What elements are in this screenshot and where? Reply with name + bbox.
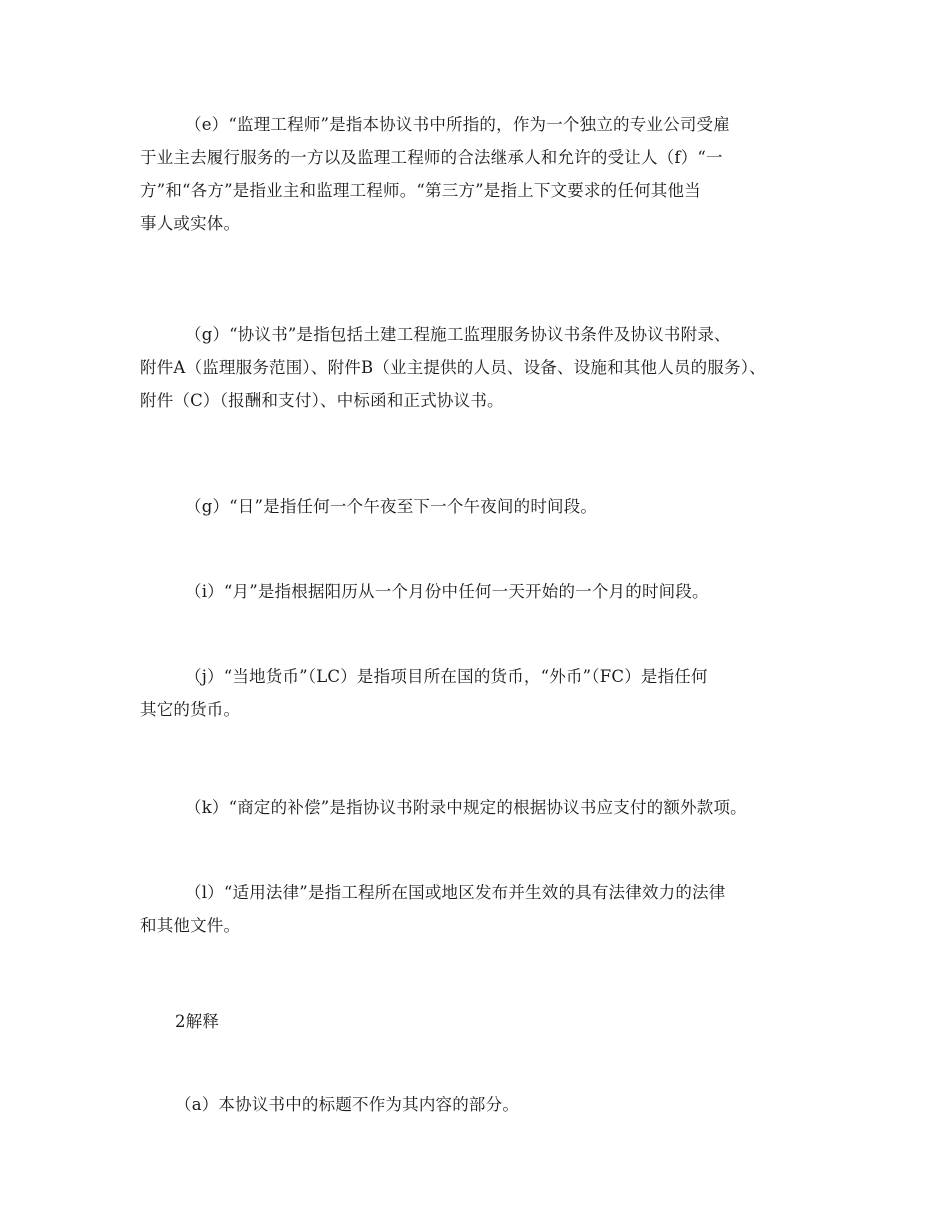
paragraph-compensation bbox=[140, 791, 820, 824]
text-line: （i）“月”是指根据阳历从一个月份中任何一天开始的一个月的时间段。 bbox=[185, 582, 709, 601]
text-line: （g）“日”是指任何一个午夜至下一个午夜间的时间段。 bbox=[185, 497, 598, 516]
paragraph-day bbox=[140, 490, 820, 523]
text-line: 于业主去履行服务的一方以及监理工程师的合法继承人和允许的受让人（f）“一 bbox=[140, 148, 723, 167]
text-line: 其它的货币。 bbox=[140, 700, 241, 719]
text-line: 附件A（监理服务范围）、附件B（业主提供的人员、设备、设施和其他人员的服务）、 bbox=[140, 358, 766, 377]
paragraph-agreement bbox=[140, 318, 820, 417]
text-line: （e）“监理工程师”是指本协议书中所指的，作为一个独立的专业公司受雇 bbox=[185, 115, 730, 134]
text-line: 和其他文件。 bbox=[140, 916, 241, 935]
text-line: 附件（C）（报酬和支付）、中标函和正式协议书。 bbox=[140, 391, 504, 410]
text-line: （j）“当地货币”（LC）是指项目所在国的货币，“外币”（FC）是指任何 bbox=[185, 667, 708, 686]
text-line: （l）“适用法律”是指工程所在国或地区发布并生效的具有法律效力的法律 bbox=[185, 883, 726, 902]
paragraph-headings bbox=[140, 1088, 820, 1121]
text-line: （g）“协议书”是指包括土建工程施工监理服务协议书条件及协议书附录、 bbox=[185, 325, 731, 344]
section-title: 2解释 bbox=[175, 1012, 220, 1031]
text-line: （k）“商定的补偿”是指协议书附录中规定的根据协议书应支付的额外款项。 bbox=[185, 798, 747, 817]
text-line: 方”和“各方”是指业主和监理工程师。“第三方”是指上下文要求的任何其他当 bbox=[140, 181, 701, 200]
paragraph-applicable-law bbox=[140, 876, 820, 942]
section-heading-interpretation bbox=[140, 1005, 820, 1038]
text-line: （a）本协议书中的标题不作为其内容的部分。 bbox=[175, 1095, 520, 1114]
paragraph-supervising-engineer bbox=[140, 108, 820, 240]
paragraph-month bbox=[140, 575, 820, 608]
text-line: 事人或实体。 bbox=[140, 214, 241, 233]
paragraph-currency bbox=[140, 660, 820, 726]
